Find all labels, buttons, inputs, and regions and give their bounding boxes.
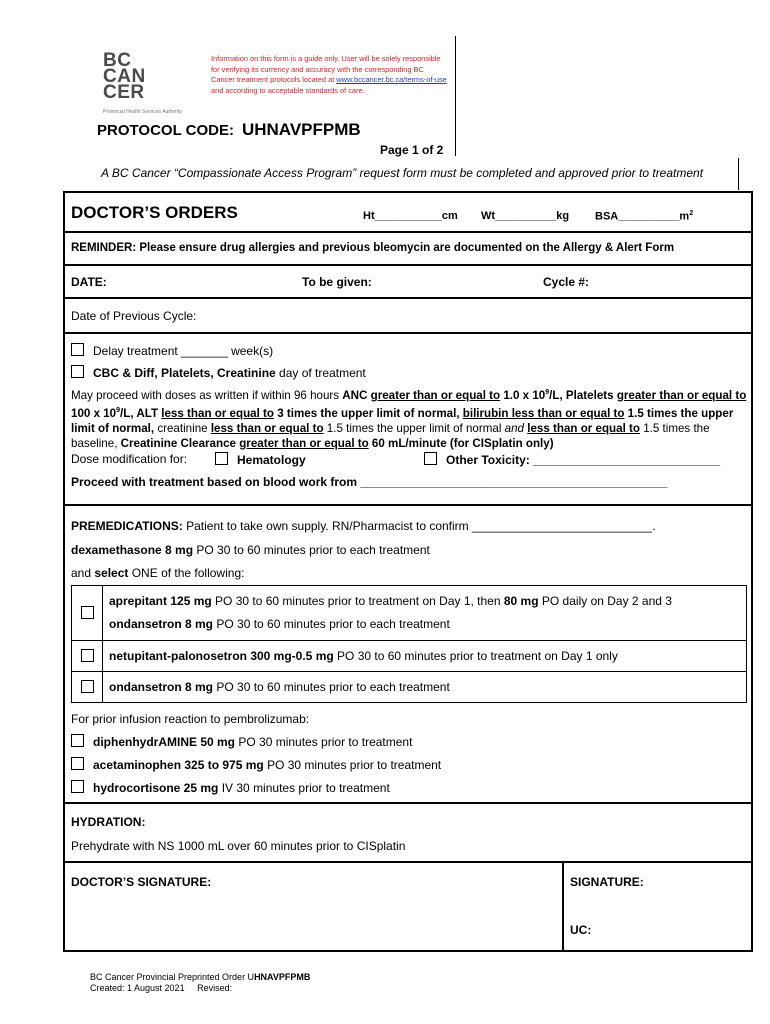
premedications-section: [65, 504, 751, 802]
ondansetron-checkbox[interactable]: [81, 680, 94, 693]
proceed-criteria: May proceed with doses as written if within 96 hours ANC greater than or equal to 1.0 x $10^9/L$, Platelets greater than or equal to 100 x $10^9/L$, ALT less than or equal to 3 times the upper limit of normal, bilirubin less than or equal to 1.5 times the upper limit of normal, creatinine less than or equal to 1.5 times the upper limit of normal and less than or equal to 1.5 times the baseline, Creatinine Clearance greater than or equal to 60 mL/minute (for CISplatin only): [71, 388, 747, 450]
antiemetic-option-ondansetron[interactable]: ondansetron 8 mg PO 30 to 60 minutes prior to each treatment: [72, 672, 747, 703]
hydration-text: Prehydrate with NS 1000 mL over 60 minutes prior to CISplatin: [71, 839, 406, 853]
antiemetic-options-table: [71, 585, 747, 703]
hydrocortisone-option[interactable]: hydrocortisone 25 mg IV 30 minutes prior to treatment: [71, 780, 390, 795]
acetaminophen-option[interactable]: acetaminophen 325 to 975 mg PO 30 minutes prior to treatment: [71, 757, 441, 772]
proceed-blood-work[interactable]: Proceed with treatment based on blood work from ______________________________________________: [71, 475, 668, 489]
cycle-field[interactable]: Cycle #:: [543, 275, 590, 289]
reminder-row: [65, 231, 751, 264]
page-number: Page 1 of 2: [380, 143, 444, 157]
other-toxicity-checkbox[interactable]: [424, 452, 437, 465]
previous-cycle-field[interactable]: Date of Previous Cycle:: [71, 309, 197, 323]
compassionate-access-notice: A BC Cancer “Compassionate Access Program” request form must be completed and approved prior to treatment: [101, 166, 704, 180]
other-toxicity-option[interactable]: Other Toxicity: ____________________________: [424, 452, 720, 467]
signature-field[interactable]: SIGNATURE:: [570, 875, 644, 889]
select-one-instruction: and select ONE of the following:: [71, 566, 245, 580]
orders-header-row: [65, 193, 751, 231]
diphenhydramine-option[interactable]: diphenhydrAMINE 50 mg PO 30 minutes prior to treatment: [71, 734, 412, 749]
acetaminophen-checkbox[interactable]: [71, 757, 84, 770]
antiemetic-option-aprepitant[interactable]: aprepitant 125 mg PO 30 to 60 minutes prior to treatment on Day 1, then 80 mg PO daily on Day 2 and 3 ondansetron 8 mg PO 30 to 60 minutes prior to each treatment: [72, 586, 747, 641]
weight-field[interactable]: Wt__________kg: [481, 210, 570, 222]
delay-checkbox[interactable]: [71, 343, 84, 356]
hematology-checkbox[interactable]: [215, 452, 228, 465]
dose-modification-label: Dose modification for:: [71, 452, 188, 466]
bsa-field[interactable]: $BSA\_\_\_\_\_\_\_\_\_\_m^2$: [595, 210, 694, 223]
signature-section: [65, 861, 751, 950]
netupitant-checkbox[interactable]: [81, 649, 94, 662]
delay-treatment-option[interactable]: Delay treatment _______ week(s): [71, 343, 273, 358]
infusion-reaction-label: For prior infusion reaction to pembrolizumab:: [71, 712, 310, 726]
premeds-intro: PREMEDICATIONS: Patient to take own supply. RN/Pharmacist to confirm ___________________________.: [71, 519, 656, 533]
reminder-text: REMINDER: Please ensure drug allergies and previous bleomycin are documented on the Allergy & Alert Form: [71, 242, 675, 254]
height-field[interactable]: Ht___________cm: [363, 210, 458, 222]
hydration-section: [65, 802, 751, 861]
to-be-given-field[interactable]: To be given:: [302, 275, 372, 289]
doctor-signature-field[interactable]: DOCTOR’S SIGNATURE:: [71, 875, 212, 889]
diphenhydramine-checkbox[interactable]: [71, 734, 84, 747]
antiemetic-option-netupitant[interactable]: netupitant-palonosetron 300 mg-0.5 mg PO 30 to 60 minutes prior to treatment on Day 1 only: [72, 641, 747, 672]
header-divider: [455, 36, 456, 156]
footer: BC Cancer Provincial Preprinted Order UHNAVPFPMB Created: 1 August 2021 Revised:: [90, 972, 311, 993]
protocol-code: PROTOCOL CODE: UHNAVPFPMB: [97, 120, 361, 139]
signature-divider: [562, 863, 564, 950]
disclaimer: Information on this form is a guide only. User will be solely responsible for verifying its currency and accuracy with the corresponding BC Cancer treatment protocols located at www.bccancer.bc.ca/terms-of-use and according to acceptable standards of care.: [211, 54, 447, 95]
orders-title: DOCTOR’S ORDERS: [71, 203, 238, 222]
doctors-orders-form: [63, 191, 753, 952]
cbc-checkbox[interactable]: [71, 365, 84, 378]
treatment-section: [65, 332, 751, 504]
dexamethasone-order: dexamethasone 8 mg PO 30 to 60 minutes prior to each treatment: [71, 543, 430, 557]
header-divider: [738, 158, 739, 190]
terms-of-use-link[interactable]: www.bccancer.bc.ca/terms-of-use: [336, 75, 447, 84]
hydrocortisone-checkbox[interactable]: [71, 780, 84, 793]
logo-subtitle: Provincial Health Services Authority: [103, 109, 182, 115]
aprepitant-checkbox[interactable]: [81, 606, 94, 619]
previous-cycle-row: [65, 297, 751, 332]
cbc-option[interactable]: CBC & Diff, Platelets, Creatinine day of treatment: [71, 365, 366, 380]
hydration-label: HYDRATION:: [71, 815, 146, 829]
bc-cancer-logo: BC CAN CER: [103, 50, 146, 103]
date-field[interactable]: DATE:: [71, 275, 107, 289]
date-row: [65, 264, 751, 297]
uc-field[interactable]: UC:: [570, 923, 592, 937]
hematology-option[interactable]: Hematology: [215, 452, 306, 467]
